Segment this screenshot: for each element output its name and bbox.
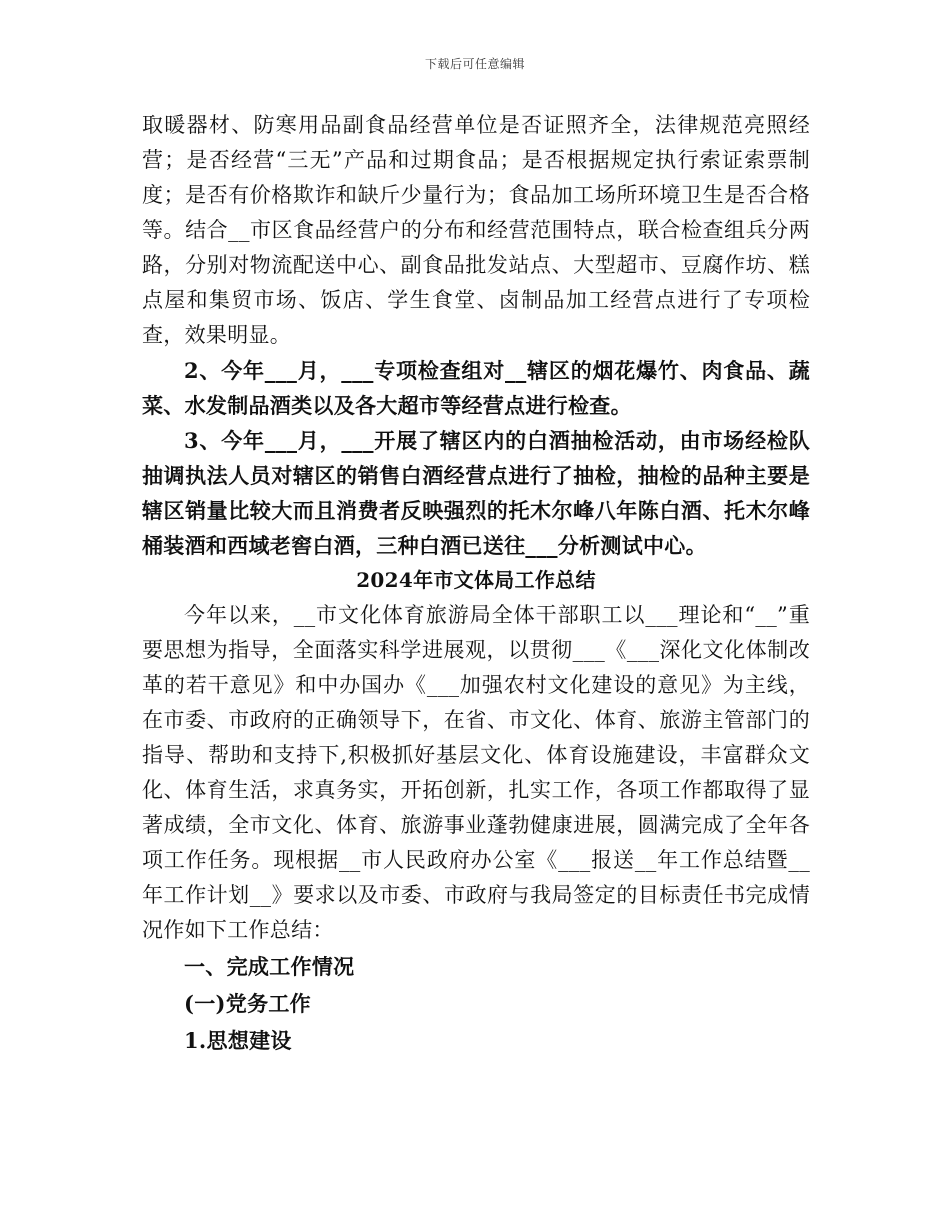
document-body <box>142 108 810 1059</box>
section-heading-2: (一)党务工作 <box>184 991 311 1016</box>
paragraph-summary-intro: 今年以来，__市文化体育旅游局全体干部职工以___理论和“__”重要思想为指导，全面落实科学进展观，以贯彻___《___深化文化体制改革的若干意见》和中办国办《___加强农村文化建设的意见》为主线，在市委、市政府的正确领导下，在省、市文化、体育、旅游主管部门的指导、帮助和支持下,积极抓好基层文化、体育设施建设，丰富群众文化、体育生活，求真务实，开拓创新，扎实工作，各项工作都取得了显著成绩，全市文化、体育、旅游事业蓬勃健康进展，圆满完成了全年各项工作任务。现根据__市人民政府办公室《___报送__年工作总结暨__年工作计划__》要求以及市委、市政府与我局签定的目标责任书完成情况作如下工作总结： <box>142 603 810 942</box>
page-header-note: 下载后可任意编辑 <box>424 57 525 71</box>
paragraph-inspection-scope: 取暖器材、防寒用品副食品经营单位是否证照齐全，法律规范亮照经营；是否经营“三无”产品和过期食品；是否根据规定执行索证索票制度；是否有价格欺诈和缺斤少量行为；食品加工场所环境卫生是否合格等。结合__市区食品经营户的分布和经营范围特点，联合检查组兵分两路，分别对物流配送中心、副食品批发站点、大型超市、豆腐作坊、糕点屋和集贸市场、饭店、学生食堂、卤制品加工经营点进行了专项检查，效果明显。 <box>142 113 810 347</box>
section-heading-3: 1.思想建设 <box>184 1028 292 1053</box>
paragraph-item-3: 3、今年___月，___开展了辖区内的白酒抽检活动，由市场经检队抽调执法人员对辖区的销售白酒经营点进行了抽检，抽检的品种主要是辖区销量比较大而且消费者反映强烈的托木尔峰八年陈白酒、托木尔峰桶装酒和西域老窖白酒，三种白酒已送往___分析测试中心。 <box>142 428 810 558</box>
section-heading-1: 一、完成工作情况 <box>184 954 355 979</box>
paragraph-item-2: 2、今年___月，___专项检查组对__辖区的烟花爆竹、肉食品、蔬菜、水发制品酒类以及各大超市等经营点进行检查。 <box>142 358 810 418</box>
document-title: 2024年市文体局工作总结 <box>356 568 596 592</box>
